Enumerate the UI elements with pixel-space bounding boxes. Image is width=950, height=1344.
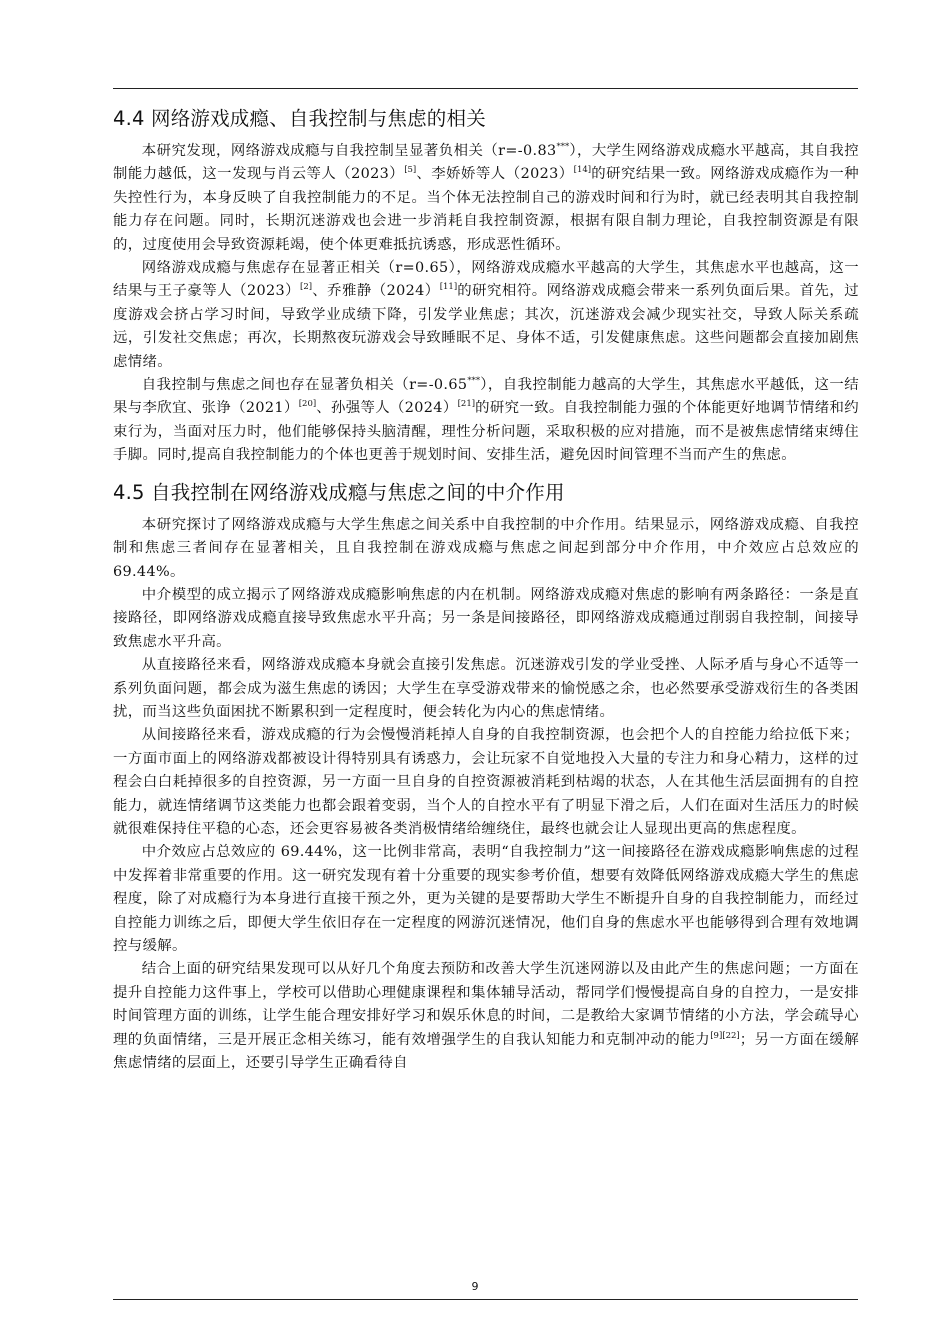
section-4-4-body (113, 140, 859, 468)
text-run: 中介模型的成立揭示了网络游戏成瘾影响焦虑的内在机制。网络游戏成瘾对焦虑的影响有两条路径：一条是直接路径，即网络游戏成瘾直接导致焦虑水平升高；另一条是间接路径，即网络游戏成瘾通过削弱自我控制，间接导致焦虑水平升高。 (113, 586, 859, 650)
body-paragraph (113, 724, 859, 841)
citation-marker: [20] (298, 399, 317, 410)
body-paragraph (113, 257, 859, 374)
text-run: 网络游戏成瘾与焦虑存在显著正相关（r=0.65），网络游戏成瘾水平越高的大学生，其焦虑水平也越高，这一结果与王子豪等人（2023） (113, 260, 859, 300)
body-paragraph (113, 514, 859, 584)
text-run: 自我控制与焦虑之间也存在显著负相关（r=-0.65 (141, 377, 468, 394)
text-run: ；另一方面在缓解焦虑情绪的层面上，还要引导学生正确看待自 (113, 1031, 859, 1072)
page-number: 9 (471, 1280, 479, 1293)
footer-rule (113, 1299, 858, 1300)
section-heading-4-4: 4.4 网络游戏成瘾、自我控制与焦虑的相关 (113, 107, 486, 130)
body-paragraph (113, 958, 859, 1075)
body-paragraph (113, 374, 859, 468)
text-run: 本研究探讨了网络游戏成瘾与大学生焦虑之间关系中自我控制的中介作用。结果显示，网络游戏成瘾、自我控制和焦虑三者间存在显著相关，且自我控制在游戏成瘾与焦虑之间起到部分中介作用，中介效应占总效应的 69.44%。 (113, 516, 859, 580)
text-run: 、李娇娇等人（2023） (416, 166, 574, 183)
citation-marker: [14] (573, 165, 592, 176)
text-run: 从直接路径来看，网络游戏成瘾本身就会直接引发焦虑。沉迷游戏引发的学业受挫、人际矛盾与身心不适等一系列负面问题，都会成为滋生焦虑的诱因；大学生在享受游戏带来的愉悦感之余，也必然要承受游戏衍生的各类困扰，而当这些负面困扰不断累积到一定程度时，便会转化为内心的焦虑情绪。 (113, 657, 859, 720)
text-run: 中介效应占总效应的 69.44%，这一比例非常高，表明“自我控制力”这一间接路径在游戏成瘾影响焦虑的过程中发挥着非常重要的作用。这一研究发现有着十分重要的现实参考价值，想要有效降低网络游戏成瘾大学生的焦虑程度，除了对成瘾行为本身进行直接干预之外，更为关键的是要帮助大学生不断提升自身的自我控制能力，而经过自控能力训练之后，即便大学生依旧存在一定程度的网游沉迷情况，他们自身的焦虑水平也能够得到合理有效地调控与缓解。 (113, 844, 859, 954)
text-run: 、孙强等人（2024） (316, 400, 458, 417)
body-paragraph (113, 140, 859, 257)
body-paragraph (113, 584, 859, 654)
text-run: 本研究发现，网络游戏成瘾与自我控制呈显著负相关（r=-0.83 (141, 143, 557, 159)
page-body (113, 100, 859, 1075)
text-run: 的研究一致。自我控制能力强的个体能更好地调节情绪和约束行为，当面对压力时，他们能够保持头脑清醒，理性分析问题，采取积极的应对措施，而不是被焦虑情绪束缚住手脚。同时,提高自我控制能力的个体也更善于规划时间、安排生活，避免因时间管理不当而产生的焦虑。 (113, 400, 859, 464)
body-paragraph (113, 654, 859, 724)
section-4-5-body (113, 514, 859, 1076)
text-run: 从间接路径来看，游戏成瘾的行为会慢慢消耗掉人自身的自我控制资源，也会把个人的自控能力给拉低下来；一方面市面上的网络游戏都被设计得特别具有诱惑力，会让玩家不自觉地投入大量的专注力和身心精力，这样的过程会白白耗掉很多的自控资源，另一方面一旦自身的自控资源被消耗到枯竭的状态，人在其他生活层面拥有的自控能力，就连情绪调节这类能力也都会跟着变弱，当个人的自控水平有了明显下滑之后，人们在面对生活压力的时候就很难保持住平稳的心态，还会更容易被各类消极情绪给缠绕住，最终也就会让人显现出更高的焦虑程度。 (113, 727, 859, 837)
text-run: 的研究结果一致。网络游戏成瘾作为一种失控性行为，本身反映了自我控制能力的不足。当个体无法控制自己的游戏时间和行为时，就已经表明其自我控制能力存在问题。同时，长期沉迷游戏也会进一步消耗自我控制资源，根据有限自制力理论，自我控制资源是有限的，过度使用会导致资源耗竭，使个体更难抵抗诱惑，形成恶性循环。 (113, 166, 860, 253)
text-run: ），自我控制能力越高的大学生，其焦虑水平越低，这一结果与李欣宜、张诤（2021） (113, 377, 859, 417)
citation-marker: [2] (300, 282, 313, 293)
citation-marker: *** (467, 376, 481, 387)
text-run: 的研究相符。网络游戏成瘾会带来一系列负面后果。首先，过度游戏会挤占学习时间，导致学业成绩下降，引发学业焦虑；其次，沉迷游戏会减少现实社交，导致人际关系疏远，引发社交焦虑；再次，长期熬夜玩游戏会导致睡眠不足、身体不适，引发健康焦虑。这些问题都会直接加剧焦虑情绪。 (113, 283, 860, 370)
section-heading-4-5: 4.5 自我控制在网络游戏成瘾与焦虑之间的中介作用 (113, 480, 565, 504)
body-paragraph (113, 841, 859, 958)
text-run: ），大学生网络游戏成瘾水平越高，其自我控制能力越低，这一发现与肖云等人（2023） (113, 143, 859, 183)
citation-marker: *** (556, 142, 570, 152)
citation-marker: [9][22] (710, 1030, 740, 1041)
text-run: 结合上面的研究结果发现可以从好几个角度去预防和改善大学生沉迷网游以及由此产生的焦虑问题；一方面在提升自控能力这件事上，学校可以借助心理健康课程和集体辅导活动，帮同学们慢慢提高自身的自控力，一是安排时间管理方面的训练，让学生能合理安排好学习和娱乐休息的时间，二是教给大家调节情绪的小方法，学会疏导心理的负面情绪，三是开展正念相关练习，能有效增强学生的自我认知能力和克制冲动的能力 (113, 961, 859, 1048)
citation-marker: [5] (404, 165, 417, 176)
citation-marker: [11] (439, 282, 458, 293)
citation-marker: [21] (457, 399, 476, 410)
header-rule (113, 88, 858, 89)
text-run: 、乔雅静（2024） (312, 283, 440, 300)
